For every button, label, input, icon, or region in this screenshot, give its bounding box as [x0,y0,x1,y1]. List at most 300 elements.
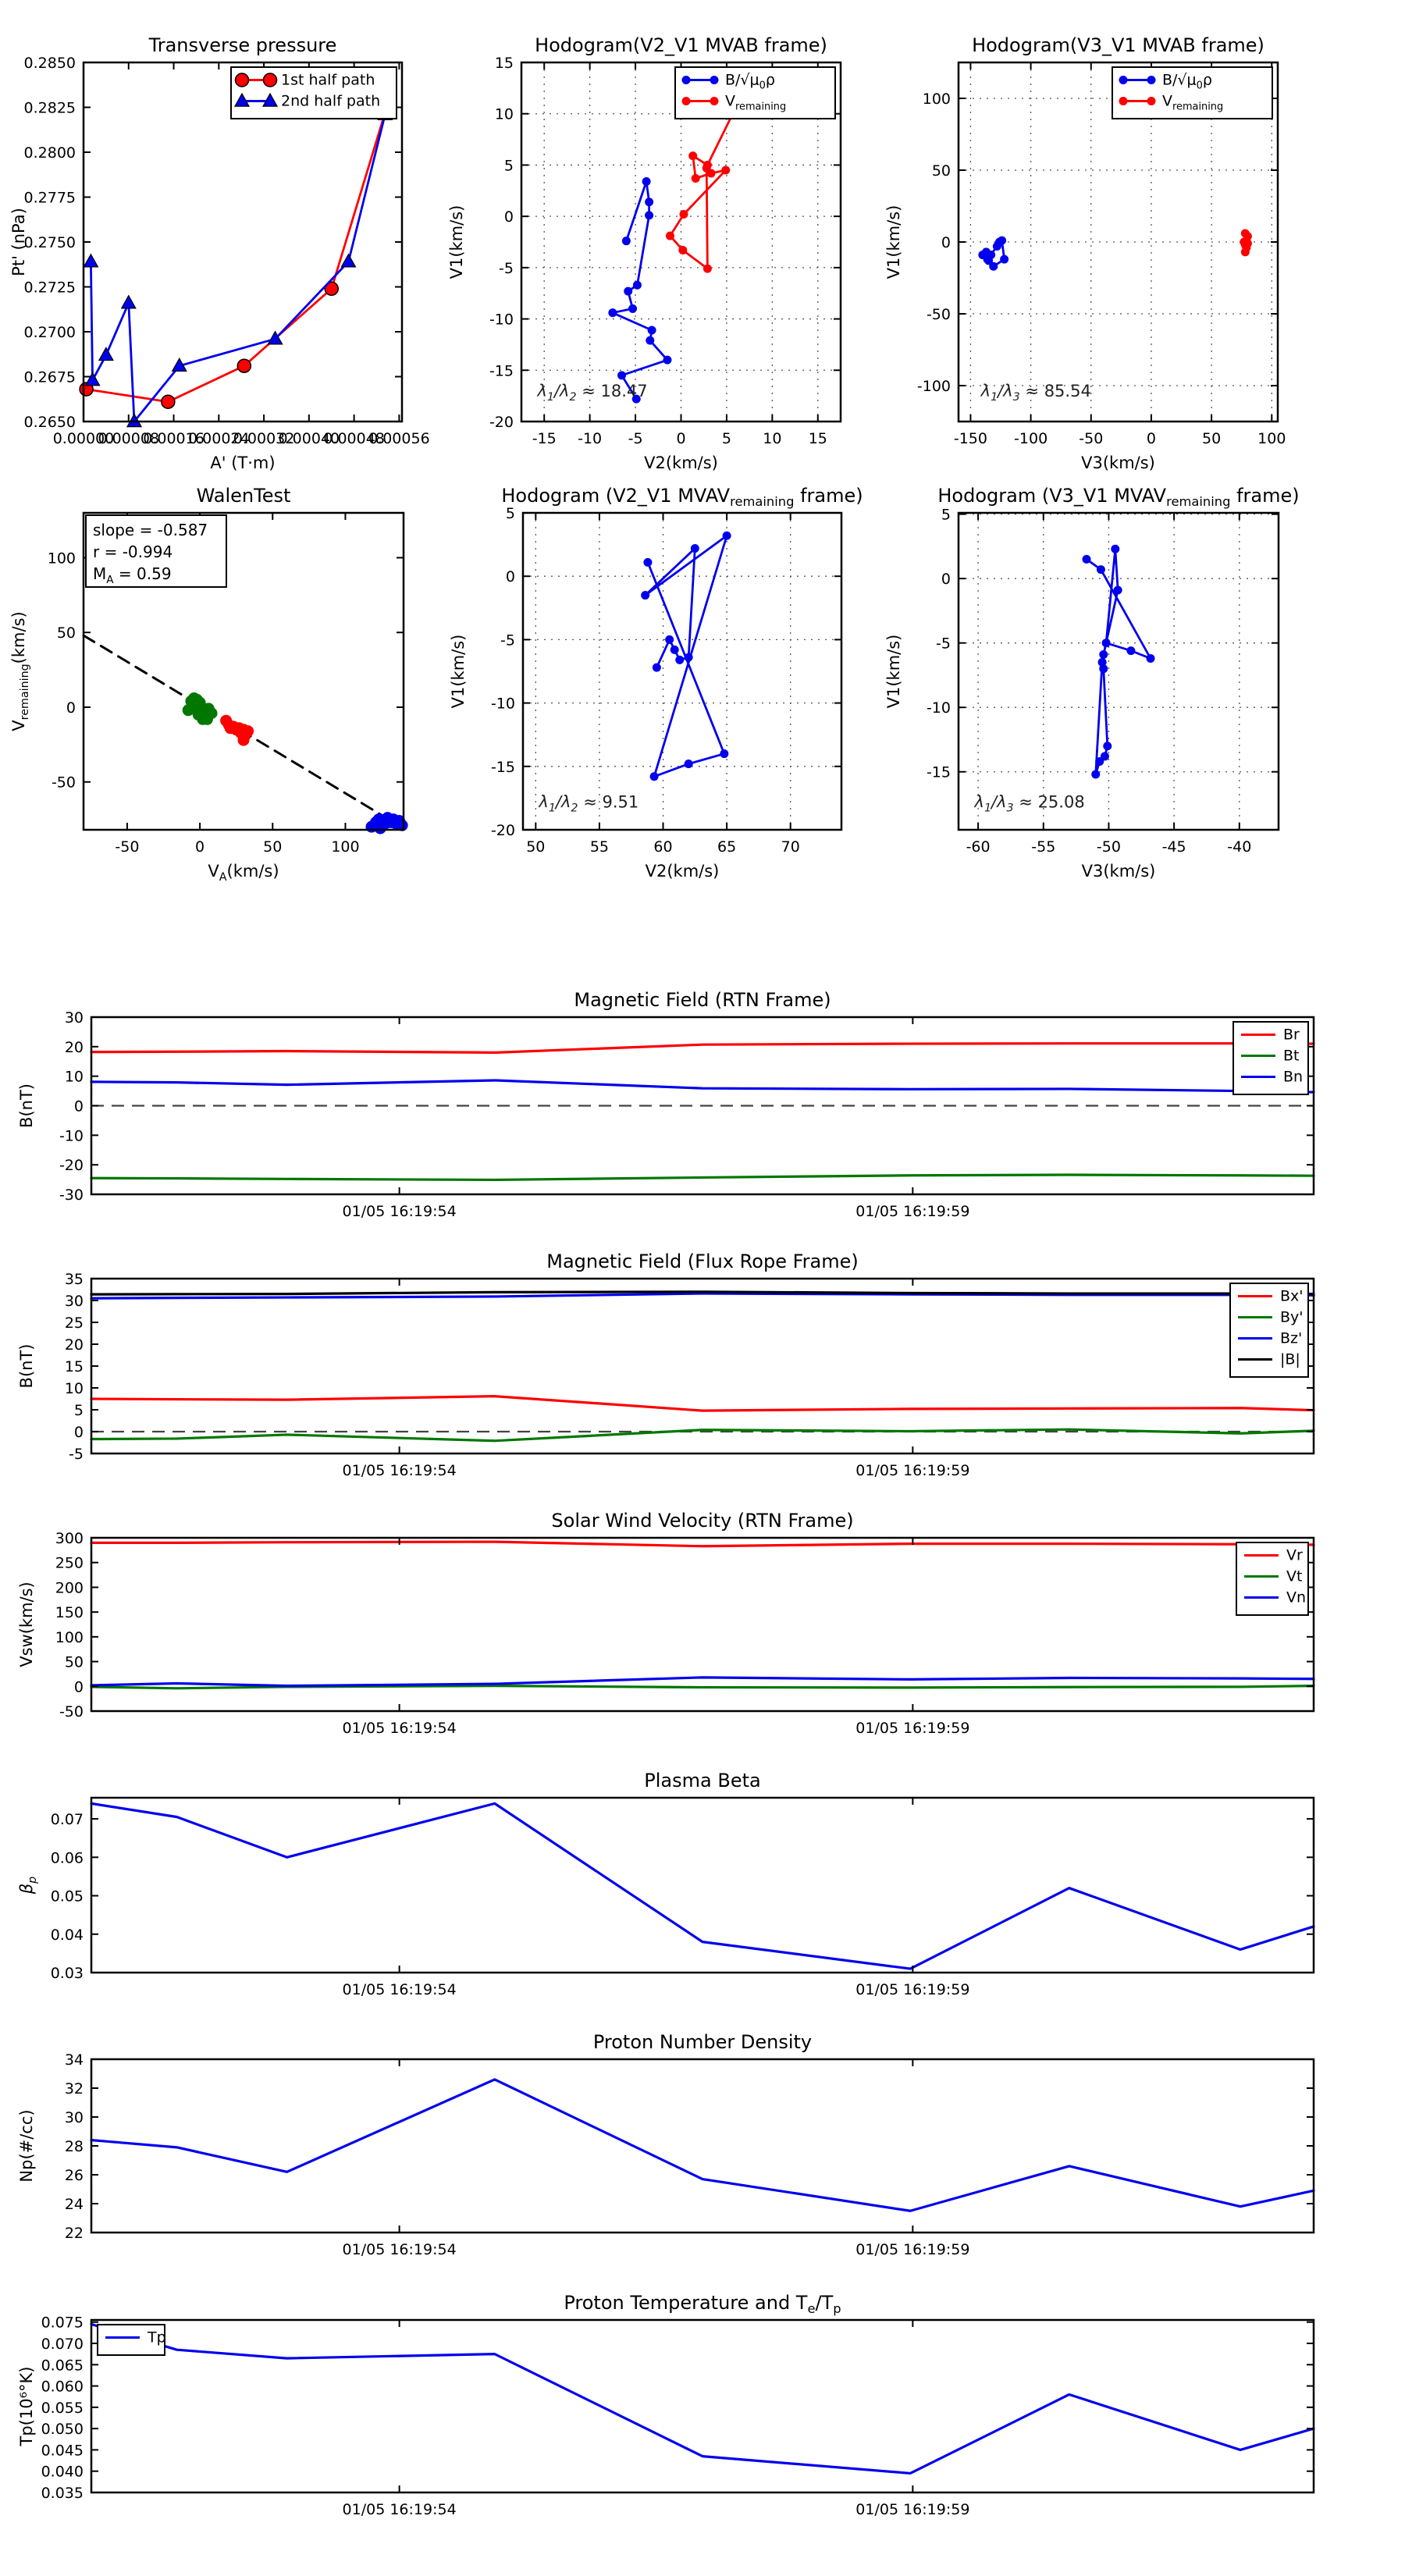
ticks [65,2051,1314,2258]
x-tick-label: 60 [653,838,673,856]
y-tick-label: 100 [922,91,951,108]
y-tick-label: 30 [64,1009,84,1026]
y-tick-label: 300 [55,1530,84,1547]
stats-line: slope = -0.587 [93,521,208,539]
series-B-_-0- [608,177,671,404]
x-tick-label: -50 [115,838,140,856]
x-tick-label: 50 [1202,430,1222,447]
chart-proton-density [13,2024,1329,2291]
x-tick-label: -55 [1031,838,1056,856]
y-axis-label: B(nT) [17,1083,36,1128]
y-tick-label: 15 [494,55,514,72]
y-axis-label: Tp(10⁶°K) [17,2366,36,2446]
dot-marker [624,287,632,296]
y-tick-label: 10 [64,1068,84,1086]
y-axis-label: V1(km/s) [447,205,466,279]
y-tick-label: 32 [64,2080,84,2097]
triangle-marker [84,254,98,267]
series-Vr [91,1542,1314,1546]
dot-marker [691,544,699,553]
legend-label: Bz' [1280,1329,1303,1347]
x-tick-label: 0 [1146,430,1156,447]
lambda-ratio-annotation: $\lambda_1/\lambda_2 \approx 18.47$ [537,381,648,404]
y-tick-label: -50 [51,774,76,792]
dot-marker [1111,545,1119,553]
y-tick-label: -20 [490,822,515,839]
x-tick-label: 100 [331,838,360,856]
dot-marker [685,653,693,662]
stats-line: $M_A = 0.59$ [93,564,172,586]
x-tick-label: 01/05 16:19:54 [342,2501,457,2518]
dot-marker [682,76,691,84]
y-tick-label: 0.2650 [23,414,76,431]
y-tick-label: 50 [64,1653,84,1671]
legend [675,67,835,119]
axes-frame [91,1798,1314,1973]
triangle-marker [122,296,136,308]
x-tick-label: -100 [1014,430,1048,447]
x-tick-label: -60 [966,838,991,856]
y-tick-label: 10 [494,105,514,123]
chart-title: Proton Number Density [592,2031,813,2053]
y-tick-label: 0.065 [41,2357,84,2375]
y-tick-label: 30 [64,1293,84,1310]
series-Bn [91,1080,1314,1092]
ticks [41,2314,1314,2518]
y-tick-label: 50 [931,162,951,180]
y-axis-label: $\beta_p$ [17,1876,39,1895]
dot-marker [1147,97,1156,105]
series-cluster-green [183,692,218,725]
dot-marker [692,174,700,183]
chart-svg-vsw-rtn [13,1503,1329,1770]
dot-marker [645,197,653,206]
y-tick-label: 0.05 [50,1888,84,1905]
x-tick-label: 01/05 16:19:54 [342,1981,457,1998]
legend [1236,1542,1308,1615]
series-2nd-half-path [84,107,392,426]
dot-marker [633,281,642,290]
x-tick-label: 01/05 16:19:59 [855,2241,970,2258]
y-tick-label: 100 [55,1628,84,1646]
chart-title: Hodogram (V2_V1 $MVAV_{remaining}$ frame) [501,485,863,509]
series-Bt [91,1175,1314,1179]
dot-marker [1103,742,1112,750]
y-tick-label: 5 [941,506,951,524]
dot-marker [622,237,631,245]
dot-marker [1083,555,1091,564]
dot-marker [666,232,674,240]
x-tick-label: 01/05 16:19:54 [342,2241,457,2258]
series-cluster-blue [366,812,408,834]
x-tick-label: -5 [628,430,643,447]
y-tick-label: 20 [64,1336,84,1354]
chart-hodogram-v3v1-mvav [880,478,1300,888]
y-tick-label: 0 [73,1678,84,1696]
dot-marker [663,356,671,365]
stats-box [86,515,226,587]
x-tick-label: 0.00048 [323,430,385,447]
x-tick-label: 0.00032 [233,430,295,447]
series-beta_p [91,1803,1314,1969]
series-cluster-red [220,715,254,746]
dot-marker [1097,565,1105,574]
dot-marker [1241,247,1250,256]
dot-marker [665,635,674,644]
y-tick-label: 0 [941,571,951,589]
dot-marker [642,177,651,186]
chart-hodogram-v2v1-mvab [443,27,856,480]
y-tick-label: 0.060 [41,2378,84,2396]
y-tick-label: 25 [64,1315,84,1332]
y-tick-label: -50 [59,1703,84,1720]
triangle-marker [341,254,355,267]
dot-marker [648,326,656,335]
legend [98,2325,166,2355]
y-tick-label: 0.2675 [23,368,76,386]
dot-marker [1126,646,1135,655]
x-tick-label: 0 [195,838,205,856]
chart-svg-hodogram-v3v1-mvab [880,27,1293,480]
chart-hodogram-v2v1-mvav [445,478,863,888]
axes-frame [91,2059,1314,2233]
chart-svg-mag-flux-rope [13,1244,1329,1512]
y-tick-label: 28 [64,2138,84,2155]
x-axis-label: V3(km/s) [1081,862,1156,881]
x-tick-label: 01/05 16:19:54 [342,1203,457,1220]
legend-label: $B/√\mu_0\rho$ [1162,71,1212,92]
stats-line: r = -0.994 [93,543,173,561]
y-axis-label: Pt' (nPa) [9,208,28,276]
y-tick-label: 200 [55,1579,84,1597]
series-1st-half-path [80,106,392,408]
y-tick-label: 150 [55,1604,84,1622]
dot-marker [993,242,1001,251]
series-line [613,181,667,399]
x-tick-label: 01/05 16:19:59 [855,1720,970,1737]
x-tick-label: 0.00016 [143,430,205,447]
y-tick-label: 15 [64,1358,84,1375]
x-tick-label: -50 [1096,838,1121,856]
y-tick-label: 26 [64,2167,84,2184]
y-tick-label: 0.075 [41,2314,84,2332]
y-tick-label: 250 [55,1554,84,1572]
legend-label: |B| [1280,1350,1300,1368]
dot-marker [1091,770,1100,779]
y-tick-label: -100 [916,378,951,395]
x-tick-label: 01/05 16:19:54 [342,1720,457,1737]
legend-label: 2nd half path [281,92,381,110]
series-line [1087,549,1151,774]
dot-marker [702,164,711,173]
y-tick-label: 0 [503,208,514,226]
y-tick-label: -10 [490,695,515,713]
x-tick-label: -10 [578,430,603,447]
y-tick-label: 0.050 [41,2421,84,2439]
y-tick-label: 5 [73,1402,84,1419]
legend-label: Tp [148,2329,166,2347]
y-tick-label: -20 [489,414,514,431]
dot-marker [375,823,386,834]
legend-label: Bn [1283,1068,1304,1086]
y-tick-label: 0.045 [41,2442,84,2460]
y-tick-label: 0.040 [41,2463,84,2481]
y-axis-label: Vsw(km/s) [17,1582,36,1667]
axes-frame [91,2320,1314,2492]
y-tick-label: 35 [64,1271,84,1288]
dot-marker [206,707,218,719]
y-axis-label: V1(km/s) [884,205,903,279]
x-tick-label: -45 [1161,838,1186,856]
x-tick-label: 01/05 16:19:54 [342,1462,457,1479]
y-tick-label: 0.2850 [23,55,76,72]
chart-title: Hodogram (V3_V1 $MVAV_{remaining}$ frame) [937,485,1300,509]
dot-marker [680,210,688,219]
y-tick-label: 22 [64,2225,84,2242]
circle-marker [237,359,251,372]
dot-marker [645,211,653,219]
chart-svg-hodogram-v2v1-mvab [443,27,856,480]
dot-marker [710,76,719,84]
x-tick-label: 100 [1257,430,1286,447]
chart-svg-proton-density [13,2024,1329,2291]
y-tick-label: -10 [926,699,951,717]
dot-marker [643,558,652,567]
dot-marker [1114,586,1122,595]
dot-marker [723,532,731,540]
series-B- [641,532,731,781]
dot-marker [1000,255,1008,264]
chart-transverse-pressure [5,27,430,480]
y-tick-label: 0 [505,568,515,586]
chart-vsw-rtn [13,1503,1329,1770]
legend-label: $V_{remaining}$ [1162,92,1224,113]
series-line [91,1044,1314,1053]
legend [1230,1283,1308,1377]
y-tick-label: 0.035 [41,2485,84,2502]
chart-svg-proton-temperature [13,2285,1329,2551]
y-tick-label: -10 [489,311,514,329]
dot-marker [617,371,626,379]
series-line [91,1397,1314,1411]
dot-marker [628,304,637,313]
legend-label: $V_{remaining}$ [725,92,787,113]
legend-label: Vt [1286,1567,1303,1585]
y-tick-label: 0.07 [50,1811,84,1829]
x-tick-label: 70 [781,838,800,856]
chart-title: Plasma Beta [644,1770,761,1791]
y-tick-label: 0 [73,1424,84,1441]
axes-frame [91,1279,1314,1453]
legend [1233,1022,1308,1094]
y-tick-label: -5 [500,632,515,649]
y-axis-label: Np(#/cc) [17,2109,36,2183]
chart-title: Magnetic Field (RTN Frame) [574,989,831,1011]
y-tick-label: -15 [926,763,951,781]
y-axis-label: B(nT) [17,1343,36,1389]
y-tick-label: 20 [64,1038,84,1056]
x-axis-label: V3(km/s) [1081,454,1155,472]
y-axis-label: V1(km/s) [884,634,903,709]
y-tick-label: 0.2825 [23,99,76,117]
dot-marker [646,336,654,345]
x-tick-label: 01/05 16:19:59 [855,1203,970,1220]
chart-proton-temperature [13,2285,1329,2551]
x-tick-label: -15 [532,430,557,447]
y-tick-label: 0.2800 [23,144,76,162]
chart-walen-test [5,478,419,888]
dot-marker [675,656,684,664]
dot-marker [703,265,712,273]
x-axis-label: $V_A(km/s)$ [208,862,279,884]
dot-marker [1102,639,1111,647]
ticks [59,1009,1314,1220]
legend-label: Bx' [1280,1287,1304,1305]
x-tick-label: 0.00000 [52,430,115,447]
chart-svg-hodogram-v2v1-mvav [445,478,863,888]
series-line [91,1542,1314,1546]
y-tick-label: 0.2775 [23,189,76,207]
lambda-ratio-annotation: $\lambda_1/\lambda_2 \approx 9.51$ [539,792,639,815]
ticks [51,1798,1314,1998]
series-B-_-0- [978,237,1008,271]
dot-marker [682,97,691,105]
legend-label: 1st half path [281,71,375,89]
dot-marker [1099,664,1108,673]
legend-label: $B/√\mu_0\rho$ [725,71,775,92]
y-tick-label: 0 [73,1098,84,1115]
chart-title: Proton Temperature and $T_e/T_p$ [564,2292,841,2316]
x-tick-label: 0.00040 [278,430,340,447]
chart-title: Hodogram(V3_V1 MVAB frame) [972,34,1264,56]
ticks [65,1271,1314,1479]
legend-label: Vr [1286,1546,1303,1564]
x-tick-label: -40 [1227,838,1252,856]
chart-hodogram-v3v1-mvab [880,27,1293,480]
triangle-marker [99,347,113,360]
dot-marker [641,591,649,600]
y-tick-label: -10 [59,1127,84,1145]
dot-marker [685,760,693,768]
dot-marker [678,246,687,254]
lambda-ratio-annotation: $\lambda_1/\lambda_3 \approx 25.08$ [974,792,1085,815]
x-tick-label: 0.00008 [98,430,160,447]
series-Bx' [91,1397,1314,1411]
y-tick-label: 5 [503,157,514,175]
series-B- [1083,545,1155,779]
y-tick-label: -20 [59,1157,84,1175]
y-tick-label: 34 [64,2051,84,2069]
series-Br [91,1044,1314,1053]
x-tick-label: 50 [263,838,283,856]
series-line [91,1175,1314,1179]
triangle-marker [86,373,100,386]
x-tick-label: 01/05 16:19:59 [855,1462,970,1479]
legend [1112,67,1272,119]
legend-label: Bt [1283,1047,1300,1065]
y-tick-label: -5 [69,1446,84,1463]
circle-marker [264,73,277,87]
dot-marker [688,151,697,160]
y-tick-label: 0.2700 [23,324,76,341]
y-tick-label: 0.055 [41,2399,84,2417]
dot-marker [1101,752,1109,760]
series-line [91,1080,1314,1092]
y-tick-label: 0.2725 [23,279,76,297]
y-tick-label: 50 [56,624,76,642]
series-Vn [91,1678,1314,1686]
x-tick-label: 01/05 16:19:59 [855,1981,970,1998]
x-axis-label: V2(km/s) [645,862,720,881]
x-tick-label: 01/05 16:19:59 [855,2501,970,2518]
y-axis-label: $V_{remaining}(km/s)$ [9,611,31,731]
dot-marker [608,308,617,317]
y-tick-label: -5 [499,259,514,277]
series-Tp [91,2324,1314,2473]
x-axis-label: V2(km/s) [644,454,718,472]
dot-marker [1099,650,1108,659]
chart-title: Hodogram(V2_V1 MVAB frame) [535,34,827,56]
dot-marker [984,255,992,264]
series-V_-remaining- [1240,229,1252,256]
y-tick-label: 30 [64,2109,84,2126]
x-tick-label: 0.00024 [188,430,250,447]
chart-svg-plasma-beta [13,1763,1329,2031]
y-tick-label: -5 [936,635,951,653]
chart-svg-transverse-pressure [5,27,430,480]
dot-marker [1147,654,1155,663]
chart-mag-flux-rope [13,1244,1329,1512]
dot-marker [1119,76,1128,84]
ticks [55,1530,1314,1737]
x-tick-label: 10 [763,430,782,447]
y-tick-label: 100 [47,550,76,568]
x-tick-label: 5 [721,430,731,447]
y-tick-label: -15 [490,758,515,776]
chart-svg-walen-test [5,478,419,888]
lambda-ratio-annotation: $\lambda_1/\lambda_3 \approx 85.54$ [980,381,1091,404]
legend [231,67,397,119]
y-tick-label: 0.2750 [23,234,76,251]
series-line [91,1803,1314,1969]
x-tick-label: 65 [717,838,737,856]
chart-svg-mag-rtn [13,982,1329,1253]
y-tick-label: 5 [505,505,515,522]
y-axis-label: V1(km/s) [449,634,468,709]
x-tick-label: 50 [526,838,546,856]
x-tick-label: 0 [676,430,686,447]
grid [959,513,1279,830]
chart-title: WalenTest [196,485,291,507]
chart-title: Solar Wind Velocity (RTN Frame) [551,1510,854,1532]
y-tick-label: 24 [64,2196,84,2213]
x-tick-label: -50 [1079,430,1104,447]
circle-marker [236,73,249,87]
y-tick-label: 0.03 [50,1965,84,1982]
dot-marker [653,664,661,672]
y-tick-label: 0.06 [50,1849,84,1867]
chart-svg-hodogram-v3v1-mvav [880,478,1300,888]
y-tick-label: 0.04 [50,1926,84,1944]
series-line [91,115,385,422]
y-tick-label: -30 [59,1187,84,1204]
y-tick-label: 0 [66,699,76,717]
chart-plasma-beta [13,1763,1329,2031]
axes-frame [959,513,1279,830]
dot-marker [710,97,719,105]
dot-marker [650,772,659,781]
x-axis-label: A' (T·m) [210,454,276,472]
